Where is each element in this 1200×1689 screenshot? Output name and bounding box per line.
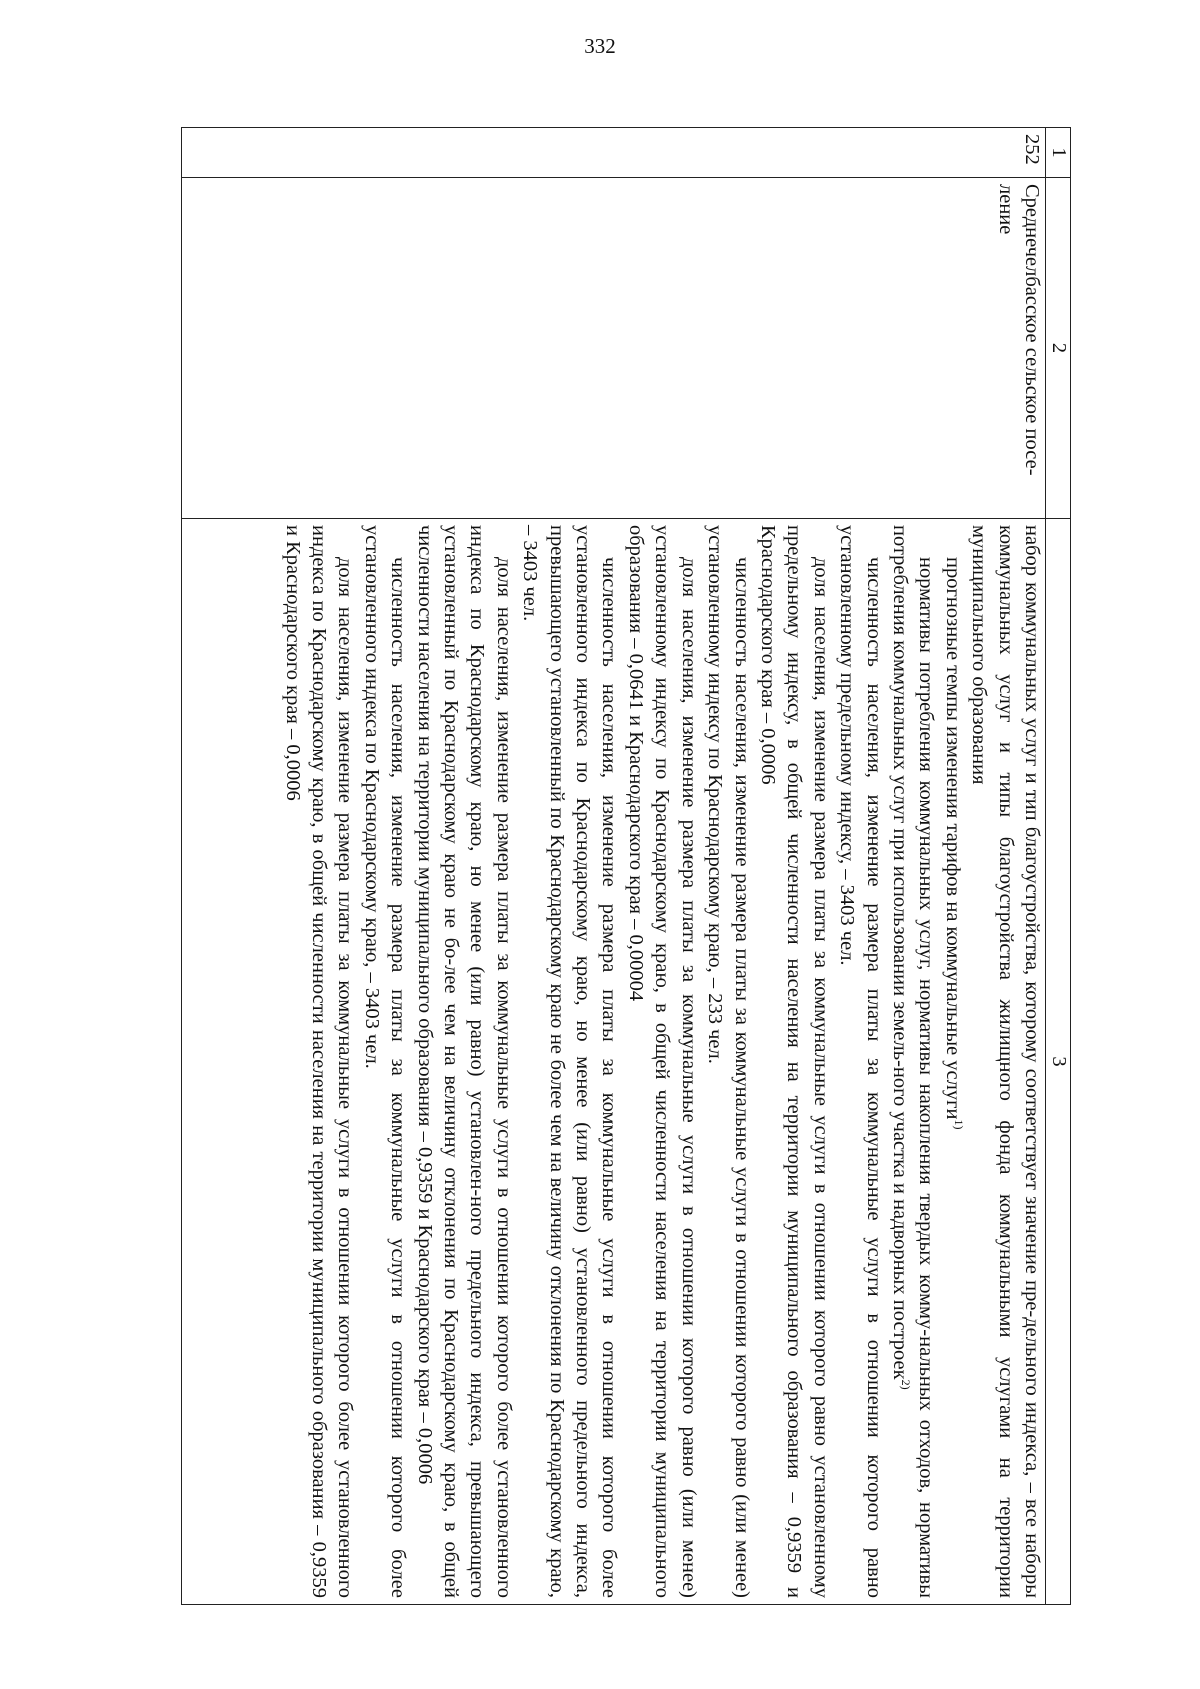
- table-header-row: [1046, 128, 1071, 1605]
- table-row: [182, 128, 1046, 1605]
- paragraph: [966, 525, 1045, 1598]
- paragraph-text: численность населения, изменение размера платы за коммунальные услуги в отношении которого равно (или менее) установленному индексу по Краснодарскому краю, – 233 чел.: [704, 525, 753, 1598]
- paragraph: [623, 525, 702, 1598]
- paragraph: [517, 525, 623, 1598]
- paragraph-text: доля населения, изменение размера платы за коммунальные услуги в отношении которого более установленного индекса по Краснодарскому краю, в общей численности населения на территории муниципального образования – 0,9359 и Краснодарского края – 0,0006: [281, 525, 357, 1598]
- paragraph: [702, 525, 755, 1598]
- paragraph-text: численность населения, изменение размера платы за коммунальные услуги в отношении которого более установленного индекса по Краснодарскому краю, но менее (или равно) установленного предельного индекса, превышающего установленный по Краснодарскому краю не более чем на величину отклонения по Краснодарскому краю, – 3403 чел.: [519, 525, 621, 1598]
- footnote-ref: 1): [951, 1119, 966, 1130]
- rotated-table-frame: [181, 127, 1071, 1604]
- paragraph: [834, 525, 887, 1598]
- municipality-name: Среднечелбасское сельское посе-ление: [182, 178, 1046, 519]
- paragraph-text: набор коммунальных услуг и тип благоустройства, которому соответствует значение пре-дельного индекса, – все наборы коммунальных услуг и типы благоустройства жилищного фонда коммунальными услугами на территории муниципального образования: [968, 525, 1043, 1598]
- paragraph-text: прогнозные темпы изменения тарифов на коммунальные услуги: [941, 557, 964, 1120]
- paragraph: [887, 525, 940, 1598]
- column-header-1: 1: [1046, 128, 1071, 178]
- paragraph-text: доля населения, изменение размера платы за коммунальные услуги в отношении которого более установленного индекса по Краснодарскому краю, но менее (или равно) установлен-ного предельного индекса, превышающего установленный по Краснодарскому краю не бо-лее чем на величину отклонения по Краснодарскому краю, в общей численности населения на территории муниципального образования – 0,9359 и Краснодарского края – 0,0006: [413, 525, 515, 1598]
- paragraph: [358, 525, 411, 1598]
- paragraph-text: доля населения, изменение размера платы за коммунальные услуги в отношении которого равно установленному предельному индексу, в общей численности населения на территории муниципального образования – 0,9359 и Краснодарского края – 0,0006: [756, 525, 832, 1598]
- page-number: 332: [584, 34, 616, 58]
- paragraph-text: нормативы потребления коммунальных услуг, нормативы накопления твердых комму-нальных отходов, нормативы потребления коммунальных услуг при использовании земель-ного участка и надворных построек: [888, 525, 938, 1598]
- paragraph: [939, 525, 965, 1598]
- paragraph: [755, 525, 834, 1598]
- paragraph-text: доля населения, изменение размера платы за коммунальные услуги в отношении которого равно (или менее) установленному индексу по Краснодарскому краю, в общей численности населения на территории муниципального образования – 0,0641 и Краснодарского края – 0,00004: [624, 525, 700, 1598]
- paragraph: [279, 525, 358, 1598]
- paragraph-text: численность населения, изменение размера платы за коммунальные услуги в отношении которого более установленного индекса по Краснодарскому краю, – 3403 чел.: [360, 525, 410, 1598]
- data-table: [181, 127, 1071, 1605]
- column-header-3: 3: [1046, 519, 1071, 1605]
- indicator-text-cell: [182, 519, 1046, 1605]
- footnote-ref: 2): [898, 1379, 913, 1390]
- paragraph: [411, 525, 517, 1598]
- column-header-2: 2: [1046, 178, 1071, 519]
- row-number: 252: [182, 128, 1046, 178]
- paragraph-text: численность населения, изменение размера платы за коммунальные услуги в отношении которого равно установленному предельному индексу, – 3403 чел.: [836, 525, 885, 1598]
